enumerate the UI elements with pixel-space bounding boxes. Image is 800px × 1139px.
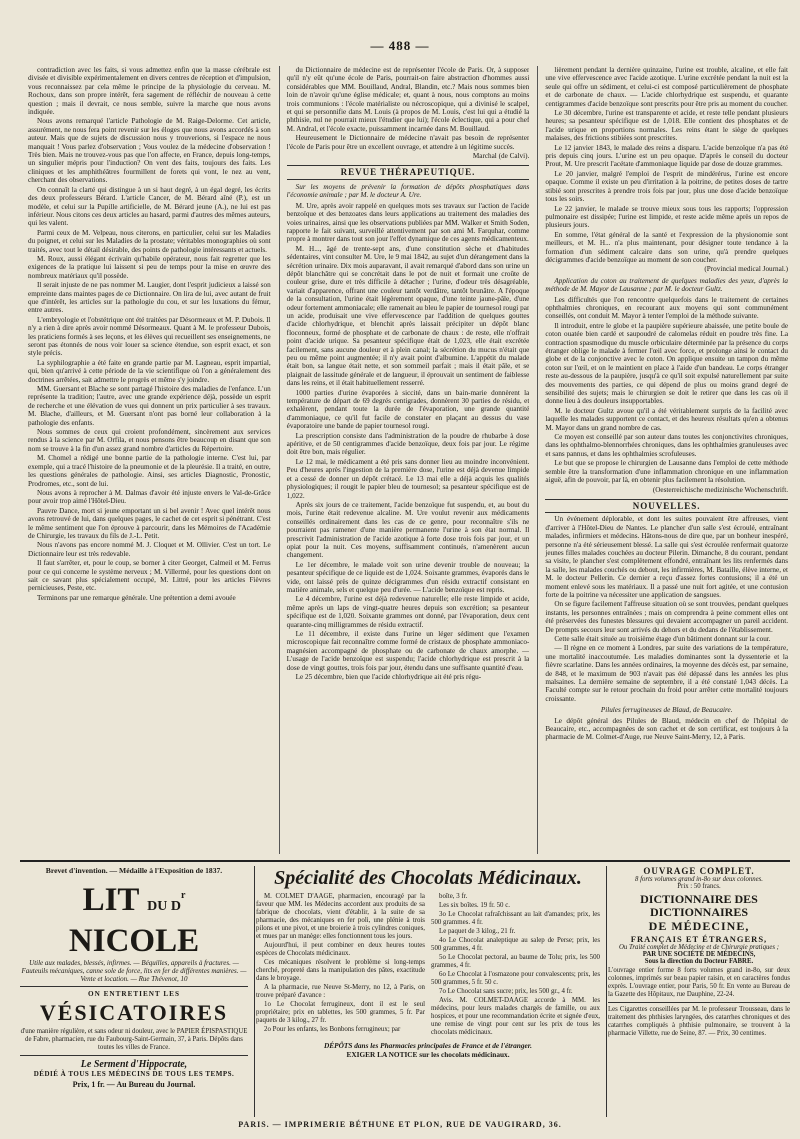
divider <box>608 1002 790 1003</box>
dict-body: L'ouvrage entier forme 8 forts volumes grand in-8o, sur deux colonnes, imprimés sur beau papier raisin, et en caractères fondus exprès. L'ouvrage entier, pour Paris, 50 fr. En vente au Bureau de la Gazette des Hôpitaux, rue Dauphine, 22-24. <box>608 967 790 998</box>
column-3 <box>537 66 788 854</box>
paragraph: M. H..., âgé de trente-sept ans, d'une constitution sèche et d'habitudes sédentaires, vint consulter M. Ure, le 9 mai 1842, au sujet d'un dérangement dans la sécrétion urinaire. Dix mois auparavant, il avait remarqué d'abord dans son urine un dépôt blanchâtre qui se concrétait dans le pot de nuit et formait une croûte de couleur grise, dure et très difficile à détacher ; l'urine, d'odeur très désagréable, variait d'apparence, offrant une couleur tantôt verdâtre, tantôt brunâtre. A l'époque de la consultation, l'urine était légèrement opaque, d'une teinte jaune-pâle, d'une odeur fortement ammoniacale; elle ramenait au bleu le papier de tournesol rougi par un acide, produisait une vive effervescence par l'addition de quelques gouttes d'acide chlorhydrique, et blenchit après laissait précipiter un dépôt blanc floconneux, formé de phosphate et de carbonate de chaux : de reste, elle n'offrait point d'acide urique. Sa pesanteur spécifique était de 1,023, elle était excrétée facilement, sans aucune douleur et à plein canal; la sécrétion du mucus n'était que peu ou même point augmentée; il n'y avait point d'albumine. L'appétit du malade était bon, sa langue était nette, et son sommeil parfait ; mais il était pâle, et se plaignait de lassitude générale et de langueur, il éprouvait un sentiment de faiblesse dans les reins, et il était habituellement resserré. <box>286 244 530 388</box>
author-signature: Marchal (de Calvi). <box>472 152 530 161</box>
ad-dictionnaire <box>608 866 790 1117</box>
source-citation: (Oesterreichische medizinische Wochenschrift. <box>652 485 789 494</box>
paragraph: Nous avons remarqué l'article Pathologie de M. Raige-Delorme. Cet article, assurément, ne nous fera point revenir sur les éloges que nous avons accordés à son auteur. Mais que de sujets de discussion nous y trouverions, si l'espace ne nous manquait ! Vous parlez d'observation ; Vous voulez de la médecine d'observation ! Très bien. Mais ne trouvez-vous pas que l'on affecte, en France, depuis long-temps, un singulier mépris pour l'induction? On vent des faits, toujours des faits. Les cliniques et les amphithéâtres fourmillent de forets qui vont, le nez au vent, cherchant des observations. <box>28 117 271 185</box>
paragraph: L'embryologie et l'obstétrique ont été traitées par Désormeaux et M. P. Dubois. Il n'y a rien à dire après avoir nommé Désormeaux. Quant à M. le professeur Dubois, les praticiens formés à ses leçons, et les élèves qui recueillent ses enseignements, ne seront pas étonnés de nous voir louer sa science étendue, son esprit exact, et son style précis. <box>28 315 271 358</box>
price-line: Les six boîtes. 19 fr. 50 c. <box>439 902 511 909</box>
source-citation: (Provincial medical Journal.) <box>704 265 789 274</box>
paragraph: M. COLMET D'AAGE, pharmacien, encouragé par la faveur que MM. les Médecins accordent aux produits de sa fabrique de chocolats, vient d'établir, à la suite de sa pharmacie, des mécaniques en fer poli, une plénie à trois pilons et une pivot, et une broierie à trois cylindres coniques, et mues par un manège: elles fonctionnent tous les jours. <box>256 893 425 940</box>
paragraph: Le but que se propose le chirurgien de Lausanne dans l'emploi de cette méthode semble être la transformation d'une inflammation chronique en une inflammation aiguë, afin de pouvoir, par là, en obtenir plus facilement la résolution. <box>545 459 789 485</box>
divider <box>20 986 248 987</box>
paragraph: — Il règne en ce moment à Londres, par suite des variations de la température, une mortalité inaccoutumée. Les maladies dominantes sont la dyssenterie et la fièvre scarlatine. Dans les années ordinaires, la moyenne des décès est, par semaine, de 848, et le maximum de 903 n'avait pas été dépassé dans les années les plus malsaines. La dernière semaine de septembre, il a été constaté 1,043 décès. La Faculté compte sur le retour prochain du froid pour arrêter cette mortalité toujours croissante. <box>545 644 789 703</box>
ouvrage-title: OUVRAGE COMPLET. <box>643 866 755 876</box>
article-subhead: Application du coton au traitement de quelques maladies des yeux, d'après la méthode de M. Mayor de Lausanne ; par M. le docteur Gultz. <box>545 276 789 294</box>
paragraph: MM. Guersant et Blache se sont partagé l'histoire des maladies de l'enfance. L'un représente la tradition; l'autre, avec une grande expérience déjà, possède un esprit de recherche et une élévation de vues qui donnent un prix particulier à ses travaux. M. Blache, d'ailleurs, et M. Guersant n'ont pas borné leur collaboration à la pathologie des enfants. <box>28 385 271 427</box>
chocolats-depots: DÉPÔTS dans les Pharmacies principales de France et de l'étranger. <box>324 1041 532 1050</box>
paragraph: 1o Le Chocolat ferrugineux, dont il est le seul propriétaire; prix en tablettes, les 500 grammes, 5 fr. Par paquets de 3 kilog., 27 fr. <box>256 1001 425 1024</box>
paragraph: M. Ure, après avoir rappelé en quelques mots ses travaux sur l'action de l'acide benzoïque et des benzoates dans leurs applications au traitement des maladies des voies urinaires, ainsi que les observations publiées par MM. Walker et Smith Soden, rapporte le fait suivant, surveillé attentivement par son ami M. Farquhar, comme propre à montrer dans tout son jour l'effet dynamique de ces agents médicamenteux. <box>286 201 530 244</box>
paragraph: M. Roux, aussi élégant écrivain qu'habile opérateur, nous fait regretter que les exigences de la pratique lui laissent si peu de temps pour la mise en œuvre des nombreux matériaux qu'il possède. <box>28 254 271 280</box>
paragraph: Nous n'avons pas encore nommé M. J. Cloquet et M. Ollivier. C'est un tort. Le Dictionnaire leur est très redevable. <box>28 541 271 558</box>
paragraph: Avis. M. COLMET-DAAGE accorde à MM. les médecins, pour leurs malades chargés de famille, ou aux hospices, et pour une recommandation écrite et signée d'eux, une remise de vingt pour cent sur les prix de tous les chocolats médicinaux. <box>431 997 600 1036</box>
divider <box>20 1055 248 1056</box>
paragraph: Nous sommes de ceux qui croient profondément, sincèrement aux services rendus à la science par M. Orfila, et nous pensons être beaucoup en disant que son nom se trouve à la fin d'un assez grand nombre d'articles du Répertoire. <box>28 428 271 453</box>
du-word: DU D <box>147 899 181 914</box>
paragraph: Parmi ceux de M. Velpeau, nous citerons, en particulier, celui sur les Maladies du poignet, et celui sur les Maladies de la prostate; véritables monographies où sont traités, avec tout le détail désirable, des points de pathologie intéressants et actuels. <box>28 228 271 254</box>
lit-nicole-title <box>20 879 248 958</box>
dict-authors: PAR UNE SOCIÉTÉ DE MÉDECINS, <box>642 951 756 958</box>
pilules-title: Pilules ferrugineuses de Blaud, de Beaucaire. <box>600 706 733 715</box>
article-subhead: Sur les moyens de prévenir la formation de dépôts phosphatiques dans l'économie animale ; par M. le docteur A. Ure. <box>286 182 530 200</box>
entretient-line: ON ENTRETIENT LES <box>88 990 180 998</box>
paragraph: On se figure facilement l'affreuse situation où se sont trouvées, pendant quelques instants, les personnes entraînées ; mais on comprendra à peine comment elles ont été préservées des funestes blessures qui devaient accompagner un pareil accident. De prompts secours leur sont arrivés du dehors et du dedans de l'établissement. <box>545 600 789 634</box>
paragraph: du Dictionnaire de médecine est de représenter l'école de Paris. Or, à supposer qu'il n'y eût qu'une école de Paris, pourrait-on faire abstraction d'hommes aussi considérables que MM. Bouillaud, Andral, Blandin, etc.? Mais nous sommes bien loin de n'avoir qu'une église médicale; et, quant à nous, nous comptons au moins trois communions : l'école matérialiste ou nécroscopique, qui a divinisé le scalpel, et qui se personnifie dans M. Louis (à propos de M. Louis, c'est lui qui a étudié la phthisie, nul ne pourrait mieux l'étudier que lui); l'école éclectique, qui a pour chef M. Andral, et l'école exacte, puissamment incarnée dans M. Bouillaud. <box>286 66 530 133</box>
dict-title-line3: FRANÇAIS ET ÉTRANGERS, <box>630 934 768 944</box>
paragraph: Pauvre Dance, mort si jeune emportant un si bel avenir ! Avec quel intérêt nous avons retrouvé de lui, dans quelques pages, le cachet de cet esprit si pénétrant. C'est le même sentiment que l'on éprouve à parcourir, dans les Mémoires de l'Académie de Chirurgie, les travaux du fils de J.-L. Petit. <box>28 506 271 540</box>
ouvrage-sub: 8 forts volumes grand in-8o sur deux colonnes. <box>635 876 763 883</box>
paragraph: Aujourd'hui, il peut combiner en deux heures toutes espèces de Chocolats médicinaux. <box>256 942 425 957</box>
paragraph: La prescription consiste dans l'administration de la poudre de rhubarbe à dose apéritive, et de 50 centigrammes d'acide benzoïque, deux fois par jour. Le régime doit être bon, mais régulier. <box>286 431 530 457</box>
nicole-word: NICOLE <box>68 923 200 959</box>
price-line: 6o Le Chocolat à l'osmazone pour convalescents; prix, les 500 grammes, 5 fr. 50 c. <box>431 971 600 986</box>
paragraph: contradiction avec les faits, si vous admettez enfin que la masse cérébrale est divisée et divisible expérimentalement en divers centres de réception et d'impulsion, vous reconnaissez par cela même le principe de la physiologie du cerveau. M. Rochoux, dans son propre intérêt, fera sagement de réfléchir de nouveau à cette question ; mais il devrait, ce nous semble, suivre la marche que nous avons indiquée. <box>28 66 271 117</box>
paragraph: Le 4 décembre, l'urine est déjà redevenue naturelle; elle reste limpide et acide, même après un laps de vingt-quatre heures depuis son excrétion; sa pesanteur spécifique est de 1,020. Soixante grammes ont donné, par l'évaporation, deux cent quarante-cinq milligrammes de résidu extractif. <box>286 595 530 629</box>
ad-chocolats <box>256 866 607 1117</box>
paragraph: La syphilographie a été faite en grande partie par M. Lagneau, esprit impartial, qui, bien qu'arrivé à cette période de la vie scientifique où l'on a généralement des doctrines arrêtées, sait admettre le progrès et même s'y joindre. <box>28 358 271 384</box>
nicole-desc: Utile aux malades, blessés, infirmes. — Béquilles, appareils à fractures. — Fauteuils mécaniques, canne sole de force, lits en fer de différentes manières. — Vente et location. — Rue Thévenot, 10 <box>21 959 247 983</box>
paragraph: Les difficultés que l'on rencontre quelquefois dans le traitement de certaines ophthalmies chroniques, en recourant aux moyens qui sont communément conseillés, ont conduit M. Mayor à tenter l'emploi de la méthode suivante. <box>545 295 789 321</box>
paragraph: Le 12 janvier 1843, le malade des reins a disparu. L'acide benzoïque n'a pas été pris depuis cinq jours. L'urine est un peu opaque. D'après le conseil du docteur Prout, M. Ure prescrit l'acétate d'ammoniaque liquide par dose de douze grammes. <box>545 143 789 169</box>
serment-price: Prix, 1 fr. — Au Bureau du Journal. <box>72 1080 196 1089</box>
paragraph: Le 22 janvier, le malade se trouve mieux sous tous les rapports; l'oppression pulmonaire est dissipée; l'urine est limpide, et reste acide même après un repos de plusieurs jours. <box>545 204 789 230</box>
serment-sub: DÉDIÉ À TOUS LES MÉDECINS DE TOUS LES TEMPS. <box>33 1070 235 1078</box>
paragraph: Heureusement le Dictionnaire de médecine n'avait pas besoin de représenter l'école de Paris pour être un excellent ouvrage, et attendre à un légitime succès. <box>286 134 530 151</box>
paragraph: Cette salle était située au troisième étage d'un bâtiment donnant sur la cour. <box>554 635 771 643</box>
paragraph: On connaît la clarté qui distingue à un si haut degré, à un égal degré, les écrits des deux professeurs Bérard. L'article Cancer, de M. Bérard aîné (P.), est un modèle, et celui sur la Pupille artificielle, de M. Bérard jeune (A.), ne lui est pas inférieur. Nous citons ces deux articles au hasard, parmi d'autres des mêmes auteurs, qui les valent. <box>28 185 271 228</box>
paragraph: Il serait injuste de ne pas nommer M. Laugier, dont l'esprit judicieux a laissé son empreinte dans maintes pages de ce Dictionnaire. On lira de lui, avec autant de fruit que d'intérêt, les articles sur la pathologie du cou, et sur les luxations du fémur, entre autres. <box>28 281 271 315</box>
chocolats-left <box>256 893 425 1038</box>
paragraph: Terminons par une remarque générale. Une prétention a demi avouée <box>37 593 236 602</box>
paragraph: Il introduit, entre le globe et la paupière supérieure abaissée, une petite boule de coton ouatée bien cardé et saupoudré de calomelas réduit en poudre très fine. La contraction spasmodique du muscle orbiculaire déterminée par la présence du corps étranger oblige le malade à fermer l'œil avec force, et prolonge ainsi le contact du globe et de la conjonctive avec le coton. On applique ensuite un tampon du même coton sur l'œil, et on le maintient en place à l'aide d'un bandeau. Le corps étranger reste au-dessous de la paupière, jusqu'à ce qu'il soit expulsé naturellement par suite des mouvements des parties, ce qui dépend de plus ou moins grand degré de sensibilité des sujets; mais le chirurgien se doit le retirer que dans les cas où il donne lieu à des douleurs insupportables. <box>545 321 789 406</box>
section-title-nouvelles: NOUVELLES. <box>545 499 788 513</box>
vesic-desc: d'une manière régulière, et sans odeur ni douleur, avec le PAPIER ÉPISPASTIQUE de Fabre, pharmacien, rue du Faubourg-Saint-Germain, 37, à Paris. Dépôts dans toutes les villes de France. <box>20 1028 248 1051</box>
lit-word: LIT <box>82 882 139 918</box>
section-title-revue: REVUE THÉRAPEUTIQUE. <box>287 165 530 179</box>
price-line: 3o Le Chocolat rafraîchissant au lait d'amandes; prix, les 500 grammes. 4 fr. <box>431 911 600 926</box>
printer-imprint: PARIS. — IMPRIMERIE BÉTHUNE ET PLON, RUE DE VAUGIRARD, 36. <box>238 1120 562 1129</box>
price-line: 5o Le Chocolat pectoral, au baume de Tolu; prix, les 500 grammes, 4 fr. <box>431 954 600 969</box>
column-2 <box>279 66 530 854</box>
paragraph: Après six jours de ce traitement, l'acide benzoïque fut suspendu, et, au bout du mois, l'urine était redevenue alcaline. M. Ure voulut revenir aux médicaments conseillés ordinairement dans les cas de ce genre, pour reconnaître s'ils ne pourraient pas ramener d'une manière permanente l'urine à son état normal. Il prescrivit l'administration de l'acide azotique à forte dose trois fois par jour, et un opiat pour la nuit. Ces moyens, suffisamment continués, n'amenèrent aucun changement. <box>286 500 530 560</box>
price-line: Le paquet de 3 kilog., 21 fr. <box>439 928 516 935</box>
paragraph: Nous avons à reprocher à M. Dalmas d'avoir été injuste envers le Val-de-Grâce pour avoir trop aimé l'Hôtel-Dieu. <box>28 488 271 506</box>
paragraph: 1000 parties d'urine évaporées à siccité, dans un bain-marie donnèrent la température de départ de 69 degrés centigrades, donnèrent 30 parties de résidu, et exhalèrent, pendant toute la durée de l'évaporation, une grande quantité d'ammoniaque, ce qu'il fut facile de constater en plaçant au dessus du vase évaporatoire une bande de papier tournesol rougi. <box>286 388 530 431</box>
paragraph: Ce moyen est conseillé par son auteur dans toutes les conjonctivites chroniques, dans les ophthalmo-blennorrhées chroniques, dans les ophthalmies granuleuses avec et sans pannus, et dans les ophthalmies scrofuleuses. <box>545 433 789 458</box>
chocolats-right <box>431 893 600 1038</box>
vesicatoires-title: VÉSICATOIRES <box>39 1000 229 1025</box>
price-line: 7o Le Chocolat sans sucre; prix, les 500 gr., 4 fr. <box>439 988 573 995</box>
du-sup: r <box>180 890 186 901</box>
paragraph: M. le docteur Gultz avoue qu'il a été véritablement surpris de la facilité avec laquelle les malades supportent ce contact, et des heureux résultats qu'en a obtenus M. Mayor dans un grand nombre de cas. <box>545 406 789 432</box>
chocolats-body <box>256 893 600 1038</box>
ouvrage-price: Prix : 50 francs. <box>677 883 721 890</box>
paragraph: Il faut s'arrêter, et, pour le coup, se borner à citer Georget, Calmeil et M. Ferrus pour ce qui concerne le système nerveux ; M. Villermé, pour les questions dont on sait ce savant plus spécialement occupé, M. Littré, pour les articles Fièvres pernicieuses, Peste, etc. <box>28 559 271 593</box>
serment-title: Le Serment d'Hippocrate, <box>80 1059 188 1070</box>
page-number: — 488 — <box>370 38 430 53</box>
paragraph: Le 11 décembre, il existe dans l'urine un léger sédiment que l'examen microscopique fait reconnaître comme formé de cristaux de phosphate ammoniaco-magnésien accompagné de phosphate ou de carbonate de chaux amorphe. — L'usage de l'acide benzoïque est suspendu; l'acide chlorhydrique est prescrit à la dose de vingt gouttes, trois fois par jour, étendu dans une suffisante quantité d'eau. <box>286 630 530 672</box>
brevet-line: Brevet d'invention. — Médaille à l'Exposition de 1837. <box>45 866 223 875</box>
paragraph: Ces mécaniques résolvent le problème si long-temps cherché, propreté dans la manipulation des pâtes, exactitude dans le broyage. <box>256 959 425 982</box>
paragraph: M. Chomel a rédigé une bonne partie de la pathologie interne. C'est lui, par exemple, qui a tracé l'histoire de la pneumonie et de la pleurésie. Il a traité, en outre, les questions générales de pathologie. Ainsi, ses articles Diagnostic, Pronostic, Prodromes, etc., sont de lui. <box>28 454 271 488</box>
price-line: 4o Le Chocolat analeptique au salep de Perse; prix, les 500 grammes, 4 fr. <box>431 937 600 952</box>
price-line: boîte, 3 fr. <box>439 893 468 900</box>
dict-subtitle: Ou Traité complet de Médecine et de Chirurgie pratiques ; <box>618 944 779 951</box>
paragraph: Le 1er décembre, le malade voit son urine devenir trouble de nouveau; la pesanteur spécifique de ce liquide est de 1,024. Soixante grammes, évaporés dans le vide, ont laissé près de quinze décigrammes d'un résidu extractif consistant en matière animale, sels et quelque peu d'urée. — L'acide benzoïque est repris. <box>286 560 530 594</box>
paragraph: Le 30 décembre, l'urine est transparente et acide, et reste telle pendant plusieurs heures; sa pesanteur spécifique est de 1,018. Elle contient des phosphates et de l'acide urique en proportions normales. Les reins étant le siège de quelques malaises, des frictions stibiées sont prescrites. <box>545 109 789 143</box>
paragraph: Le 25 décembre, bien que l'acide chlorhydrique ait été pris régu- <box>295 673 482 682</box>
paragraph: 2o Pour les enfants, les Bonbons ferrugineux; par <box>264 1026 401 1033</box>
paragraph: A la pharmacie, rue Neuve St-Merry, no 12, à Paris, on trouve préparé d'avance : <box>256 984 425 999</box>
paragraph: Le 12 mai, le médicament a été pris sans donner lieu au moindre inconvénient. Peu d'heures après l'ingestion de la première dose, l'urine est déjà devenue limpide et a cessé de donner un dépôt crétacé. Le 13 mai elle a déjà acquis les qualités physiologiques; il rougit le papier bleu de tournesol; sa pesanteur spécifique est de 1,022. <box>286 457 530 500</box>
paragraph: Un événement déplorable, et dont les suites pouvaient être affreuses, vient d'arriver à l'Hôtel-Dieu de Nantes. Le plancher d'un salle s'est écroulé, entraînant malades, infirmiers et médecins. Hâtons-nous de dire que, par un bonheur inespéré, personne n'a été sérieusement blessé. La salle qui s'est écroulée renfermait quatorze jeunes filles malades couchées au docteur Pilerin. Dimanche, 8 du courant, pendant sa visite, le plancher s'est complètement effondré, entraînant les lits renfermés dans la salle, les malades couchés ou debout, les infirmières, M. Bataille, élève interne, et M. le docteur Pellerin. Ce dernier a reçu d'assez fortes contusions; il a été un moment enlevé sous les matériaux. Il a passé une nuit fort agitée, et une contusion forte de la poitrine va nécessiter une application de sangsues. <box>545 515 789 599</box>
chocolats-exiger: EXIGER LA NOTICE sur les chocolats médicinaux. <box>346 1050 510 1059</box>
paragraph: En somme, l'état général de la santé et l'expression de la physionomie sont meilleurs, et M. H... n'a plus maintenant, pour désigner toute tendance à la formation d'un sédiment calcaire dans son urine, qu'à prendre quelques décigrammes d'acide benzoïque au moment de son coucher. <box>545 230 789 264</box>
article-columns <box>28 66 788 854</box>
cigarettes-body: Les Cigarettes conseillées par M. le professeur Trousseau, dans le traitement des phthisies laryngées, des catarrhes chroniques et des catarrhes compliqués à phthisie pulmonaire, se trouvent à la pharmacie Villette, rue de Seine, 87. — Prix, 30 centimes. <box>608 1006 790 1037</box>
paragraph: lièrement pendant la dernière quinzaine, l'urine est trouble, alcaline, et elle fait une vive effervescence avec l'acide azotique. L'urine excrétée pendant la nuit est la seule qui offre un sédiment, et celui-ci est composé particulièrement de phosphate et de carbonate de chaux. — L'acide chlorhydrique est suspendu, et quarante centigrammes d'acide benzoïque sont prescrits pour être pris au moment du coucher. <box>545 66 789 108</box>
paragraph: Le dépôt général des Pilules de Blaud, médecin en chef de l'hôpital de Beaucaire, etc., accompagnées de son cachet et de son certificat, est toujours à la pharmacie de M. Colmet-d'Auge, rue Neuve Saint-Merry, 12, à Paris. <box>545 716 789 742</box>
column-1 <box>28 66 271 854</box>
ad-lit-nicole <box>20 866 255 1117</box>
dict-title-line1: DICTIONNAIRE DES DICTIONNAIRES <box>640 892 758 919</box>
dict-title-line2: DE MÉDECINE, <box>648 919 750 933</box>
chocolats-title: Spécialité des Chocolats Médicinaux. <box>274 867 582 889</box>
dict-direction: Sous la direction du Docteur FABRE. <box>644 958 754 965</box>
paragraph: Le 20 janvier, malgré l'emploi de l'esprit de mindérérus, l'urine est encore opaque. Comme il existe un peu d'irritation à la poitrine, de petites doses de tartre stibié sont prescrites à prendre trois fois par jour, plus une dose d'acide benzoïque tous les soirs. <box>545 169 789 204</box>
advertisements <box>20 860 790 1117</box>
